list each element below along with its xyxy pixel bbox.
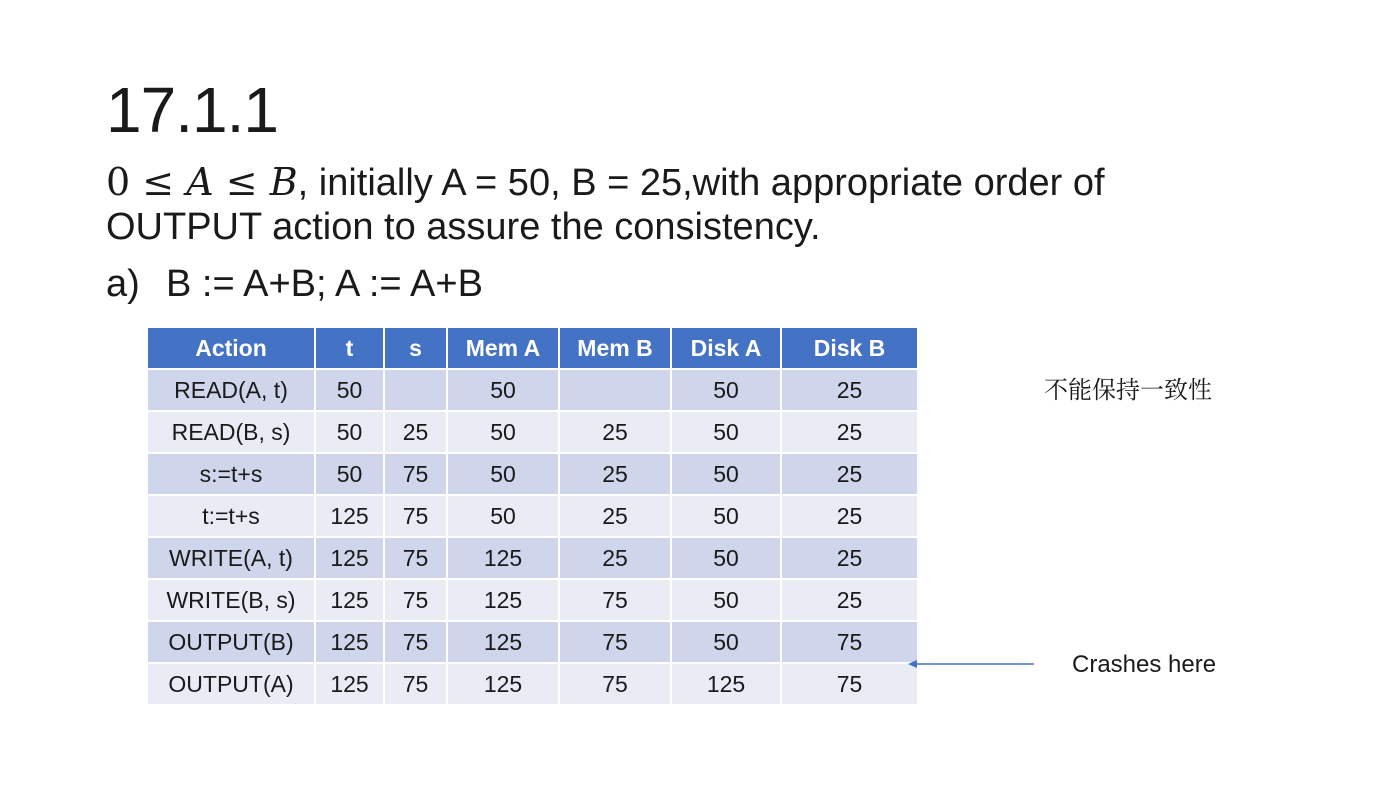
table-cell: READ(A, t)	[147, 369, 315, 411]
table-row	[147, 579, 918, 621]
table-cell: s:=t+s	[147, 453, 315, 495]
formula-le-1: ≤	[142, 160, 175, 204]
table-cell: 25	[781, 369, 918, 411]
table-cell: 25	[781, 411, 918, 453]
table-cell: OUTPUT(B)	[147, 621, 315, 663]
table-cell: 75	[384, 579, 447, 621]
table-cell: 75	[559, 621, 671, 663]
transaction-table	[146, 326, 919, 706]
formula-le-2: ≤	[225, 160, 258, 204]
column-header: Action	[147, 327, 315, 369]
table-cell: 75	[384, 621, 447, 663]
table-cell: 25	[781, 579, 918, 621]
table-cell: 50	[447, 369, 559, 411]
table-cell: 25	[559, 495, 671, 537]
formula-var-b: B	[269, 160, 298, 204]
statement-line-2: OUTPUT action to assure the consistency.	[106, 206, 821, 248]
table-header-row	[147, 327, 918, 369]
table-cell: 125	[447, 579, 559, 621]
sub-question-marker: a)	[106, 263, 140, 305]
table-cell: 75	[384, 453, 447, 495]
table-cell: 75	[384, 495, 447, 537]
table-row	[147, 411, 918, 453]
table-cell: 75	[559, 579, 671, 621]
table-cell: 25	[559, 537, 671, 579]
problem-statement	[106, 160, 1286, 249]
table-cell: 125	[315, 495, 384, 537]
statement-line-1: , initially A = 50, B = 25,with appropriate order of	[297, 162, 1105, 204]
table-cell: 75	[384, 663, 447, 705]
column-header: Disk A	[671, 327, 781, 369]
sub-question-text: B := A+B; A := A+B	[166, 263, 483, 305]
table-cell: 50	[315, 411, 384, 453]
table-cell	[559, 369, 671, 411]
table-row	[147, 663, 918, 705]
table-cell: 50	[671, 411, 781, 453]
table-cell: 125	[315, 537, 384, 579]
table-cell: 75	[781, 663, 918, 705]
table-cell: 125	[447, 621, 559, 663]
column-header: Mem A	[447, 327, 559, 369]
column-header: Mem B	[559, 327, 671, 369]
column-header: t	[315, 327, 384, 369]
crash-note: Crashes here	[1072, 651, 1217, 678]
table-cell: 75	[559, 663, 671, 705]
constraint-formula	[106, 160, 298, 204]
table-row	[147, 495, 918, 537]
left-arrow-icon	[906, 656, 1036, 672]
table-row	[147, 537, 918, 579]
column-header: s	[384, 327, 447, 369]
table-row	[147, 369, 918, 411]
consistency-note: 不能保持一致性	[1044, 376, 1212, 404]
formula-zero: 0	[106, 160, 131, 204]
table-cell: 50	[671, 579, 781, 621]
table-cell: 50	[671, 495, 781, 537]
table-cell: t:=t+s	[147, 495, 315, 537]
table-cell: 125	[671, 663, 781, 705]
table-body	[147, 369, 918, 705]
table-cell: 125	[447, 663, 559, 705]
column-header: Disk B	[781, 327, 918, 369]
table-cell: 50	[447, 453, 559, 495]
table-cell	[384, 369, 447, 411]
table-cell: 50	[671, 621, 781, 663]
table-cell: WRITE(A, t)	[147, 537, 315, 579]
table-cell: 25	[781, 495, 918, 537]
table-cell: 50	[315, 369, 384, 411]
table-cell: 25	[781, 453, 918, 495]
table-cell: READ(B, s)	[147, 411, 315, 453]
slide-title: 17.1.1	[106, 74, 278, 146]
table-cell: 50	[671, 537, 781, 579]
table-cell: 25	[384, 411, 447, 453]
table-cell: 25	[781, 537, 918, 579]
table-cell: 25	[559, 411, 671, 453]
table-cell: 125	[447, 537, 559, 579]
table-cell: 25	[559, 453, 671, 495]
table-cell: 50	[671, 369, 781, 411]
table-cell: 75	[384, 537, 447, 579]
table-row	[147, 621, 918, 663]
table-cell: 75	[781, 621, 918, 663]
table-row	[147, 453, 918, 495]
table-cell: 50	[315, 453, 384, 495]
table-cell: WRITE(B, s)	[147, 579, 315, 621]
table-cell: 125	[315, 621, 384, 663]
table-cell: 50	[447, 411, 559, 453]
table-cell: 125	[315, 579, 384, 621]
formula-var-a: A	[186, 160, 214, 204]
table-cell: 50	[671, 453, 781, 495]
table-cell: OUTPUT(A)	[147, 663, 315, 705]
sub-question-a	[106, 262, 483, 306]
table-cell: 125	[315, 663, 384, 705]
table-cell: 50	[447, 495, 559, 537]
